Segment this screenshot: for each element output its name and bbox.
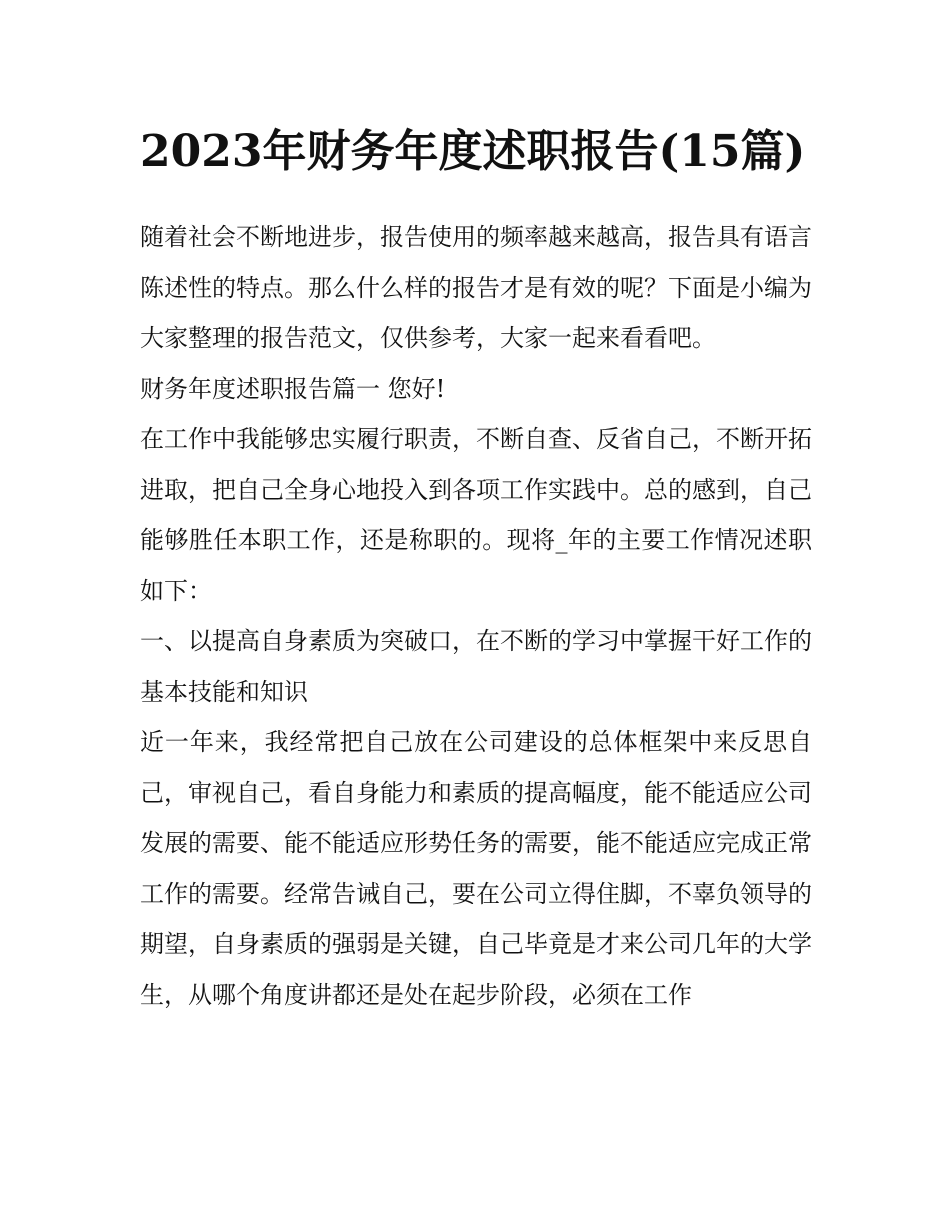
document-page: [140, 112, 812, 1020]
paragraph-subheading-1: 一、以提高自身素质为突破口，在不断的学习中掌握干好工作的基本技能和知识: [140, 627, 812, 706]
paragraph-body-2: 近一年来，我经常把自己放在公司建设的总体框架中来反思自己，审视自己，看自身能力和素质的提高幅度，能不能适应公司发展的需要、能不能适应形势任务的需要，能不能适应完成正常工作的需要。经常告诫自己，要在公司立得住脚，不辜负领导的期望，自身素质的强弱是关键，自己毕竟是才来公司几年的大学生，从哪个角度讲都还是处在起步阶段，必须在工作: [140, 728, 812, 1009]
document-title: 2023年财务年度述职报告(15篇): [140, 126, 806, 177]
paragraph-body-1: 在工作中我能够忠实履行职责，不断自查、反省自己，不断开拓进取，把自己全身心地投入到各项工作实践中。总的感到，自己能够胜任本职工作，还是称职的。现将_年的主要工作情况述职如下：: [140, 425, 812, 605]
paragraph-section-heading: 财务年度述职报告篇一 您好!: [140, 374, 446, 403]
paragraph-intro: 随着社会不断地进步，报告使用的频率越来越高，报告具有语言陈述性的特点。那么什么样的报告才是有效的呢？下面是小编为大家整理的报告范文，仅供参考，大家一起来看看吧。: [140, 223, 812, 352]
